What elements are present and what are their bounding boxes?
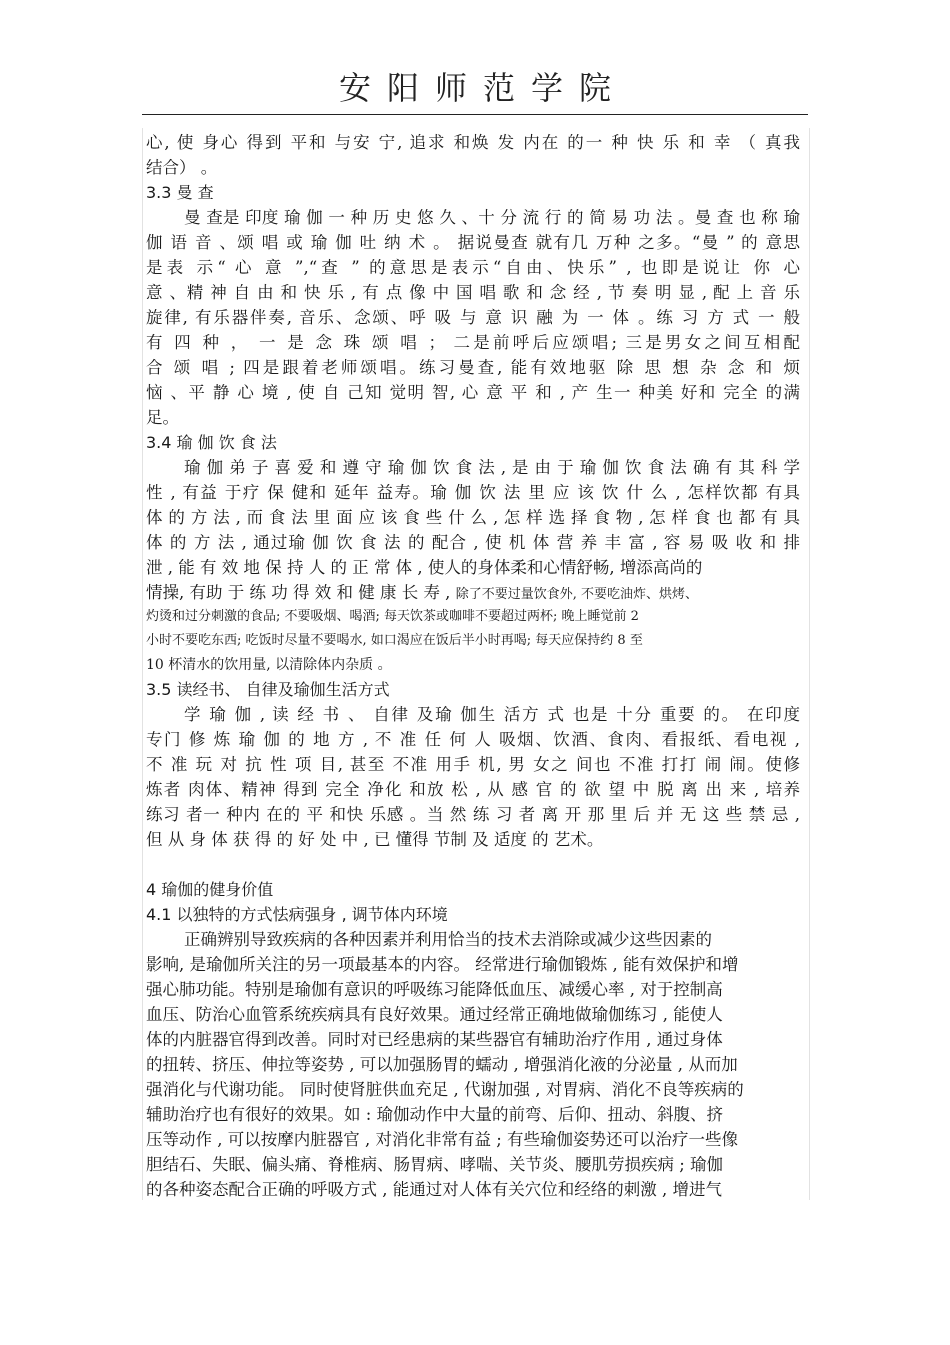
body-line: 体 的 方 法 , 通过瑜 伽 饮 食 法 的 配合 , 使 机 体 营 养 丰 富 , 容 易 吸 收 和 排	[146, 533, 800, 552]
page-header-title: 安阳师范学院	[338, 69, 627, 107]
body-line: 不 准 玩 对 抗 性 项 目, 甚至 不准 用手 机, 男 女之 间也 不准 打打 闹 闹。使修	[146, 755, 800, 774]
body-line: 的扭转、挤压、伸拉等姿势 , 可以加强肠胃的蠕动 , 增强消化液的分泌量 , 从而加	[146, 1055, 738, 1074]
document-body	[146, 130, 800, 1202]
body-line: 体的内脏器官得到改善。同时对已经患病的某些器官有辅助治疗作用 , 通过身体	[146, 1030, 723, 1049]
body-line: 结合） 。	[146, 158, 218, 177]
body-line: 瑜 伽 弟 子 喜 爱 和 遵 守 瑜 伽 饮 食 法 , 是 由 于 瑜 伽 饮 食 法 确 有 其 科 学	[184, 458, 800, 477]
body-line: 正确辨别导致疾病的各种因素并利用恰当的技术去消除或减少这些因素的	[184, 930, 712, 949]
body-line: 合 颂 唱 ; 四是跟着老师颂唱。练习曼查, 能有效地驱 除 思 想 杂 念 和 烦	[146, 358, 800, 377]
body-line: 炼者 肉体、精神 得到 完全 净化 和放 松 , 从 感 官 的 欲 望 中 脱 离 出 来 , 培养	[146, 780, 800, 799]
body-line: 但 从 身 体 获 得 的 好 处 中 , 已 懂得 节制 及 适度 的 艺术。	[146, 830, 604, 849]
body-line: 曼 查是 印度 瑜 伽 一 种 历 史 悠 久 、十 分 流 行 的 简 易 功 法 。曼 查 也 称 瑜	[184, 208, 800, 227]
page-header	[142, 62, 808, 115]
small-note-line: 10 杯清水的饮用量, 以清除体内杂质 。	[146, 657, 392, 673]
body-line: 辅助治疗也有很好的效果。如 : 瑜伽动作中大量的前弯、后仰、扭动、斜腹、挤	[146, 1105, 724, 1124]
body-line: 血压、防治心血管系统疾病具有良好效果。通过经常正确地做瑜伽练习 , 能使人	[146, 1005, 723, 1024]
body-line: 足。	[146, 408, 179, 427]
paragraph-gap	[146, 852, 800, 877]
body-line: 有 四 种 ， 一 是 念 珠 颂 唱 ； 二是前呼后应颂唱; 三是男女之间互相配	[146, 333, 800, 352]
small-note-line: 灼烫和过分刺激的食品; 不要吸烟、喝酒; 每天饮茶或咖啡不要超过两杯; 晚上睡觉前 2	[146, 609, 639, 624]
body-line: 压等动作 , 可以按摩内脏器官 , 对消化非常有益 ; 有些瑜伽姿势还可以治疗一些像	[146, 1130, 739, 1149]
body-line: 强消化与代谢功能。 同时使肾脏供血充足 , 代谢加强 , 对胃病、消化不良等疾病的	[146, 1080, 744, 1099]
small-note-line: 小时不要吃东西; 吃饭时尽量不要喝水, 如口渴应在饭后半小时再喝; 每天应保持约 8 至	[146, 633, 643, 648]
body-line: 意 、精 神 自 由 和 快 乐 , 有 点 像 中 国 唱 歌 和 念 经 , 节 奏 明 显 , 配 上 音 乐	[146, 283, 800, 302]
body-line: 练习 者一 种内 在的 平 和快 乐感 。当 然 练 习 者 离 开 那 里 后 并 无 这 些 禁 忌 ,	[146, 805, 800, 824]
small-note-text: 除了不要过量饮食外, 不要吃油炸、烘烤、	[455, 587, 698, 602]
body-line-with-note	[146, 580, 800, 605]
body-line: 心, 使 身心 得到 平和 与安 宁, 追求 和焕 发 内在 的一 种 快 乐 和 幸 （ 真我	[146, 133, 800, 152]
body-line: 性 , 有益 于疗 保 健和 延年 益寿。瑜 伽 饮 法 里 应 该 饮 什 么 , 怎样饮都 有具	[146, 483, 800, 502]
body-line: 旋律, 有乐器伴奏, 音乐、念颂、呼 吸 与 意 识 融 为 一 体 。练 习 方 式 一 般	[146, 308, 800, 327]
body-line-text: 情操, 有助 于 练 功 得 效 和 健 康 长 寿 ,	[146, 583, 451, 602]
body-line: 胆结石、失眠、偏头痛、脊椎病、肠胃病、哮喘、关节炎、腰肌劳损疾病 ; 瑜伽	[146, 1155, 724, 1174]
body-line: 专门 修 炼 瑜 伽 的 地 方 , 不 准 任 何 人 吸烟、饮酒、食肉、看报纸、看电视 ,	[146, 730, 800, 749]
section-heading-3-5: 3.5 读经书、 自律及瑜伽生活方式	[146, 680, 390, 699]
body-line: 体 的 方 法 , 而 食 法 里 面 应 该 食 些 什 么 , 怎 样 选 择 食 物 , 怎 样 食 也 都 有 具	[146, 508, 800, 527]
body-line: 伽 语 音 、颂 唱 或 瑜 伽 吐 纳 术 。 据说曼查 就有几 万种 之多。“曼 ” 的 意思	[146, 233, 800, 252]
body-line: 影响, 是瑜伽所关注的另一项最基本的内容。 经常进行瑜伽锻炼 , 能有效保护和增	[146, 955, 739, 974]
section-heading-4-1: 4.1 以独特的方式怯病强身 , 调节体内环境	[146, 905, 448, 924]
body-line: 泄 , 能 有 效 地 保 持 人 的 正 常 体 , 使人的身体柔和心情舒畅, 增添高尚的	[146, 558, 703, 577]
chapter-heading-4: 4 瑜伽的健身价值	[146, 880, 274, 899]
body-line: 强心肺功能。特别是瑜伽有意识的呼吸练习能降低血压、减缓心率 , 对于控制高	[146, 980, 723, 999]
section-heading-3-3: 3.3 曼 查	[146, 183, 214, 202]
body-line: 学 瑜 伽 , 读 经 书 、 自律 及瑜 伽生 活方 式 也是 十分 重要 的。 在印度	[184, 705, 800, 724]
body-line: 恼 、平 静 心 境 , 使 自 己知 觉明 智, 心 意 平 和 , 产 生一 种美 好和 完全 的满	[146, 383, 800, 402]
body-line: 是表 示“ 心 意 ”,“查 ” 的意思是表示“自由、快乐” , 也即是说让 你 心	[146, 258, 800, 277]
body-line: 的各种姿态配合正确的呼吸方式 , 能通过对人体有关穴位和经络的刺激 , 增进气	[146, 1180, 722, 1199]
section-heading-3-4: 3.4 瑜 伽 饮 食 法	[146, 433, 277, 452]
